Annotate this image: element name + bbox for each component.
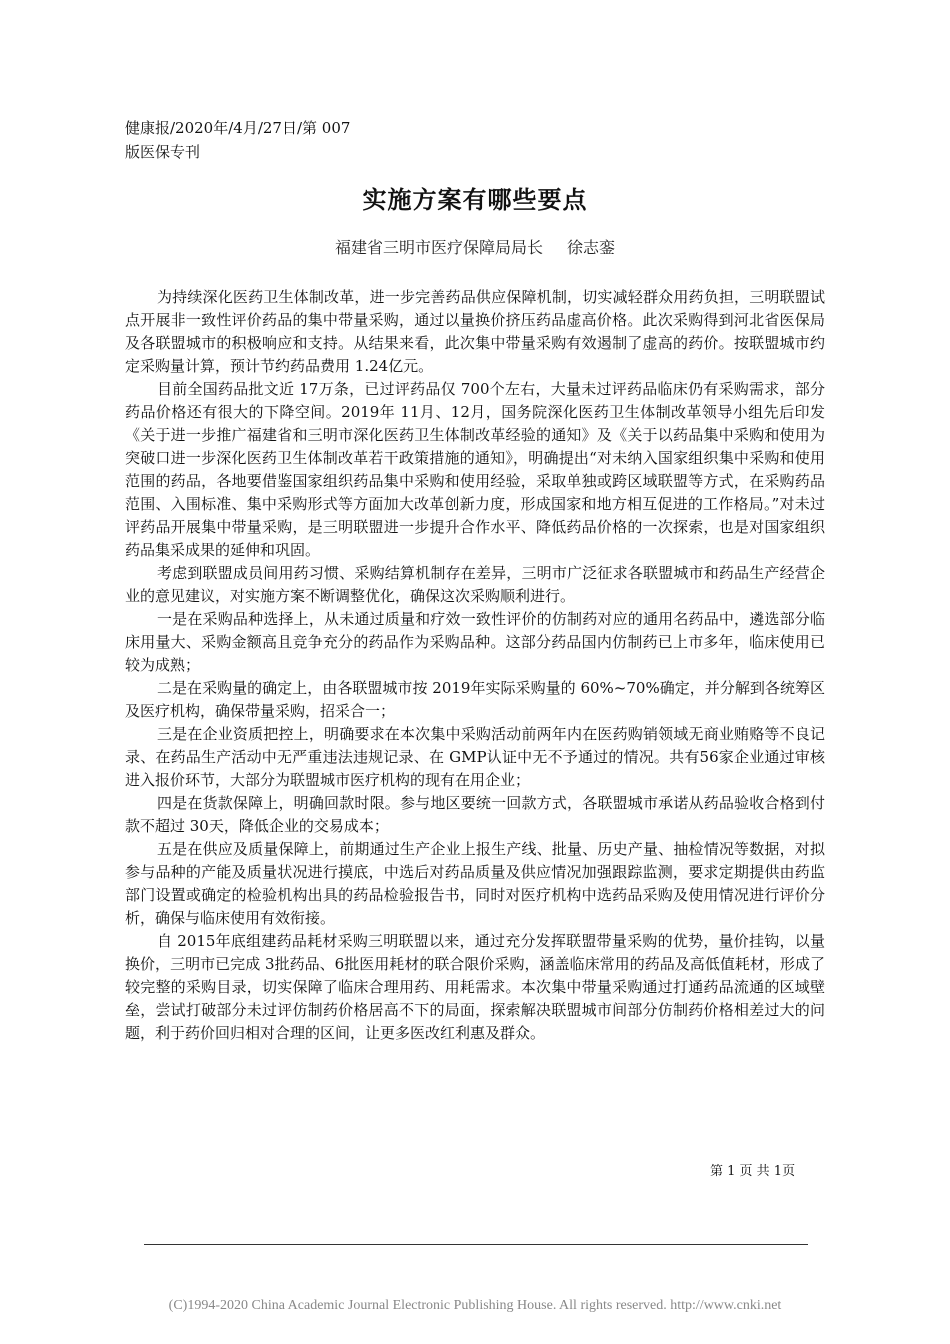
author-title: 福建省三明市医疗保障局局长	[334, 238, 543, 257]
paragraph: 三是在企业资质把控上，明确要求在本次集中采购活动前两年内在医药购销领域无商业贿赂等不良记录、在药品生产活动中无严重违法违规记录、在 GMP认证中无不予通过的情况。共有56家企业通过审核进入报价环节，大部分为联盟城市医疗机构的现有在用企业；	[125, 725, 825, 789]
article-title: 实施方案有哪些要点	[362, 186, 588, 214]
paragraph: 五是在供应及质量保障上，前期通过生产企业上报生产线、批量、历史产量、抽检情况等数据，对拟参与品种的产能及质量状况进行摸底，中选后对药品质量及供应情况加强跟踪监测，要求定期提供由药监部门设置或确定的检验机构出具的药品检验报告书，同时对医疗机构中选药品采购及使用情况进行评价分析，确保与临床使用有效衔接。	[125, 840, 825, 927]
author-byline	[0, 236, 950, 260]
source-citation	[125, 116, 375, 164]
paragraph: 为持续深化医药卫生体制改革，进一步完善药品供应保障机制，切实减轻群众用药负担，三明联盟试点开展非一致性评价药品的集中带量采购，通过以量换价挤压药品虚高价格。此次采购得到河北省医保局及各联盟城市的积极响应和支持。从结果来看，此次集中带量采购有效遏制了虚高的药价。按联盟城市约定采购量计算，预计节约药品费用 1.24亿元。	[125, 288, 825, 375]
footer-divider	[144, 1244, 808, 1245]
paragraph: 目前全国药品批文近 17万条，已过评药品仅 700个左右，大量未过评药品临床仍有采购需求，部分药品价格还有很大的下降空间。2019年 11月、12月，国务院深化医药卫生体制改革领导小组先后印发《关于进一步推广福建省和三明市深化医药卫生体制改革经验的通知》及《关于以药品集中采购和使用为突破口进一步深化医药卫生体制改革若干政策措施的通知》，明确提出“对未纳入国家组织集中采购和使用范围的药品，各地要借鉴国家组织药品集中采购和使用经验，采取单独或跨区域联盟等方式，在采购药品范围、入围标准、集中采购形式等方面加大改革创新力度，形成国家和地方相互促进的工作格局。”对未过评药品开展集中带量采购，是三明联盟进一步提升合作水平、降低药品价格的一次探索，也是对国家组织药品集采成果的延伸和巩固。	[125, 380, 825, 559]
paragraph: 考虑到联盟成员间用药习惯、采购结算机制存在差异，三明市广泛征求各联盟城市和药品生产经营企业的意见建议，对实施方案不断调整优化，确保这次采购顺利进行。	[125, 564, 825, 605]
author-name: 徐志銮	[567, 238, 616, 257]
paragraph: 四是在货款保障上，明确回款时限。参与地区要统一回款方式，各联盟城市承诺从药品验收合格到付款不超过 30天，降低企业的交易成本；	[125, 794, 825, 835]
article-body	[125, 286, 825, 1045]
source-line-1: 健康报/2020年/4月/27日/第 007	[125, 119, 351, 137]
paragraph: 自 2015年底组建药品耗材采购三明联盟以来，通过充分发挥联盟带量采购的优势，量价挂钩，以量换价，三明市已完成 3批药品、6批医用耗材的联合限价采购，涵盖临床常用的药品及高低值耗材，形成了较完整的采购目录，切实保障了临床合理用药、用耗需求。本次集中带量采购通过打通药品流通的区域壁垒，尝试打破部分未过评仿制药价格居高不下的局面，探索解决联盟城市间部分仿制药价格相差过大的问题，利于药价回归相对合理的区间，让更多医改红利惠及群众。	[125, 932, 825, 1042]
copyright-notice: (C)1994-2020 China Academic Journal Electronic Publishing House. All rights reserved. http://www.cnki.net	[168, 1298, 782, 1313]
paragraph: 二是在采购量的确定上，由各联盟城市按 2019年实际采购量的 60%~70%确定，并分解到各统筹区及医疗机构，确保带量采购，招采合一；	[125, 679, 825, 720]
page-indicator: 第 1 页 共 1页	[710, 1164, 796, 1179]
source-line-2: 版医保专刊	[125, 143, 201, 161]
paragraph: 一是在采购品种选择上，从未通过质量和疗效一致性评价的仿制药对应的通用名药品中，遴选部分临床用量大、采购金额高且竞争充分的药品作为采购品种。这部分药品国内仿制药已上市多年，临床使用已较为成熟；	[125, 610, 825, 674]
